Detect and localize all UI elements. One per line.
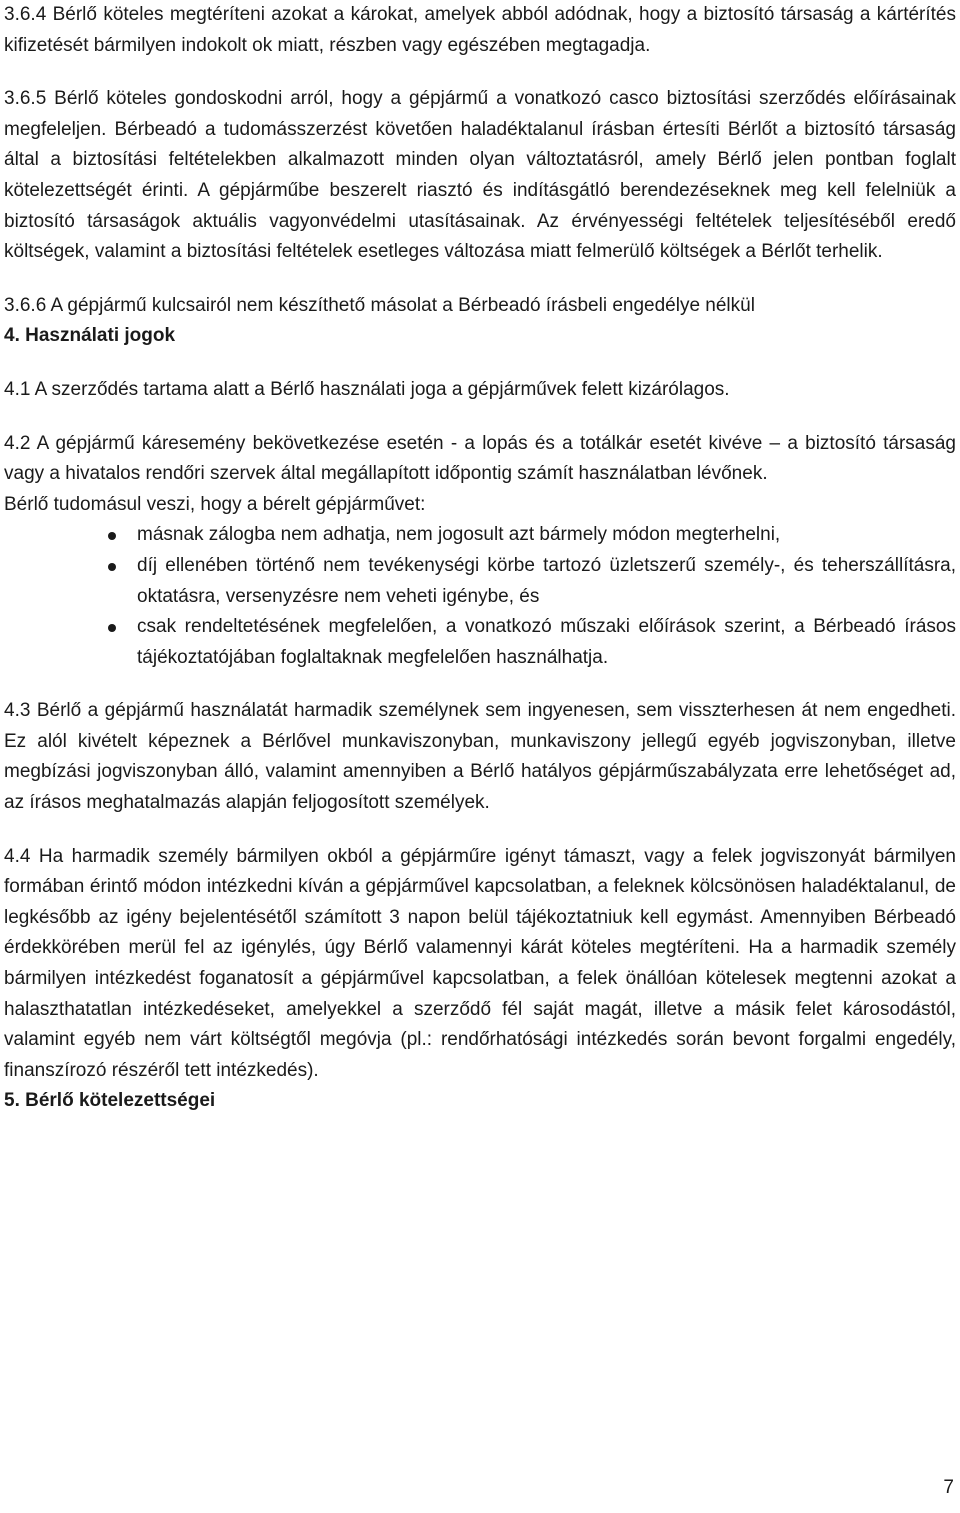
list-item (4, 612, 956, 673)
paragraph-3-6-4: 3.6.4 Bérlő köteles megtéríteni azokat a károkat, amelyek abból adódnak, hogy a biztosító társaság a kártérítés kifizetését bármilyen indokolt ok miatt, részben vagy egészében megtagadja. (4, 4, 956, 56)
bullet-icon (108, 532, 116, 540)
section-heading-4: 4. Használati jogok (4, 325, 176, 347)
paragraph-4-2: 4.2 A gépjármű káresemény bekövetkezése esetén - a lopás és a totálkár esetét kivéve – a biztosító társaság vagy a hivatalos rendőri szervek által megállapított időpontig számít használatban lévőnek. (4, 432, 956, 485)
paragraph-4-4: 4.4 Ha harmadik személy bármilyen okból a gépjárműre igényt támaszt, vagy a felek jogviszonyát bármilyen formában érintő módon intézkedni kíván a gépjárművel kapcsolatban, a feleknek kölcsönösen haladéktalanul, de legkésőbb az igény bejelentésétől számított 3 napon belül tájékoztatniuk kell egymást. Amennyiben Bérbeadó érdekkörében merül fel az igénylés, úgy Bérlő valamennyi kárát köteles megtéríteni. Ha a harmadik személy bármilyen intézkedést foganatosít a gépjárművel kapcsolatban, a felek önállóan kötelesek megtenni azokat a halaszthatatlan intézkedéseket, amelyekkel a szerződő fél saját magát, illetve a másik felet károsodástól, valamint egyéb nem várt költségtől megóvja (pl.: rendőrhatósági intézkedés során bevont forgalmi engedély, finanszírozó részéről tett intézkedés). (4, 845, 956, 1081)
page-number: 7 (943, 1477, 954, 1498)
bullet-icon (108, 624, 116, 632)
paragraph-4-3: 4.3 Bérlő a gépjármű használatát harmadik személynek sem ingyenesen, sem visszterhesen át nem engedheti. Ez alól kivételt képeznek a Bérlővel munkaviszonyban, munkaviszony jellegű egyéb jogviszonyban, illetve megbízási jogviszonyban álló, valamint amennyiben a Bérlő hatályos gépjárműszabályzata erre lehetőséget ad, az írásos meghatalmazás alapján feljogosított személyek. (4, 700, 956, 814)
list-item (4, 551, 956, 612)
usage-restrictions-list (4, 520, 956, 673)
bullet-icon (108, 563, 116, 571)
list-item-text: csak rendeltetésének megfelelően, a vonatkozó műszaki előírások szerint, a Bérbeadó írásos tájékoztatójában foglaltaknak megfelelően használhatja. (137, 616, 956, 668)
list-item (4, 520, 956, 551)
paragraph-3-6-5: 3.6.5 Bérlő köteles gondoskodni arról, hogy a gépjármű a vonatkozó casco biztosítási szerződés előírásainak megfeleljen. Bérbeadó a tudomásszerzést követően haladéktalanul írásban értesíti Bérlőt a biztosító társaság által a biztosítási feltételekben alkalmazott minden olyan változtatásról, amely Bérlő jelen pontban foglalt kötelezettségét érinti. A gépjárműbe beszerelt riasztó és indításgátló berendezéseknek meg kell felelniük a biztosító társaságok aktuális vagyonvédelmi utasításainak. Az érvényességi feltételek teljesítéséből eredő költségek, valamint a biztosítási feltételek esetleges változása miatt felmerülő költségek a Bérlőt terhelik. (4, 88, 956, 263)
list-item-text: díj ellenében történő nem tevékenységi körbe tartozó üzletszerű személy-, és teherszállításra, oktatásra, versenyzésre nem veheti igénybe, és (137, 554, 956, 607)
list-item-text: másnak zálogba nem adhatja, nem jogosult azt bármely módon megterhelni, (137, 524, 781, 546)
section-heading-5: 5. Bérlő kötelezettségei (4, 1090, 216, 1112)
paragraph-3-6-6: 3.6.6 A gépjármű kulcsairól nem készíthető másolat a Bérbeadó írásbeli engedélye nélkül (4, 294, 755, 316)
paragraph-4-1: 4.1 A szerződés tartama alatt a Bérlő használati joga a gépjárművek felett kizárólagos. (4, 378, 730, 400)
document-page (4, 0, 956, 1117)
paragraph-4-2-lead: Bérlő tudomásul veszi, hogy a bérelt gépjárművet: (4, 493, 426, 515)
